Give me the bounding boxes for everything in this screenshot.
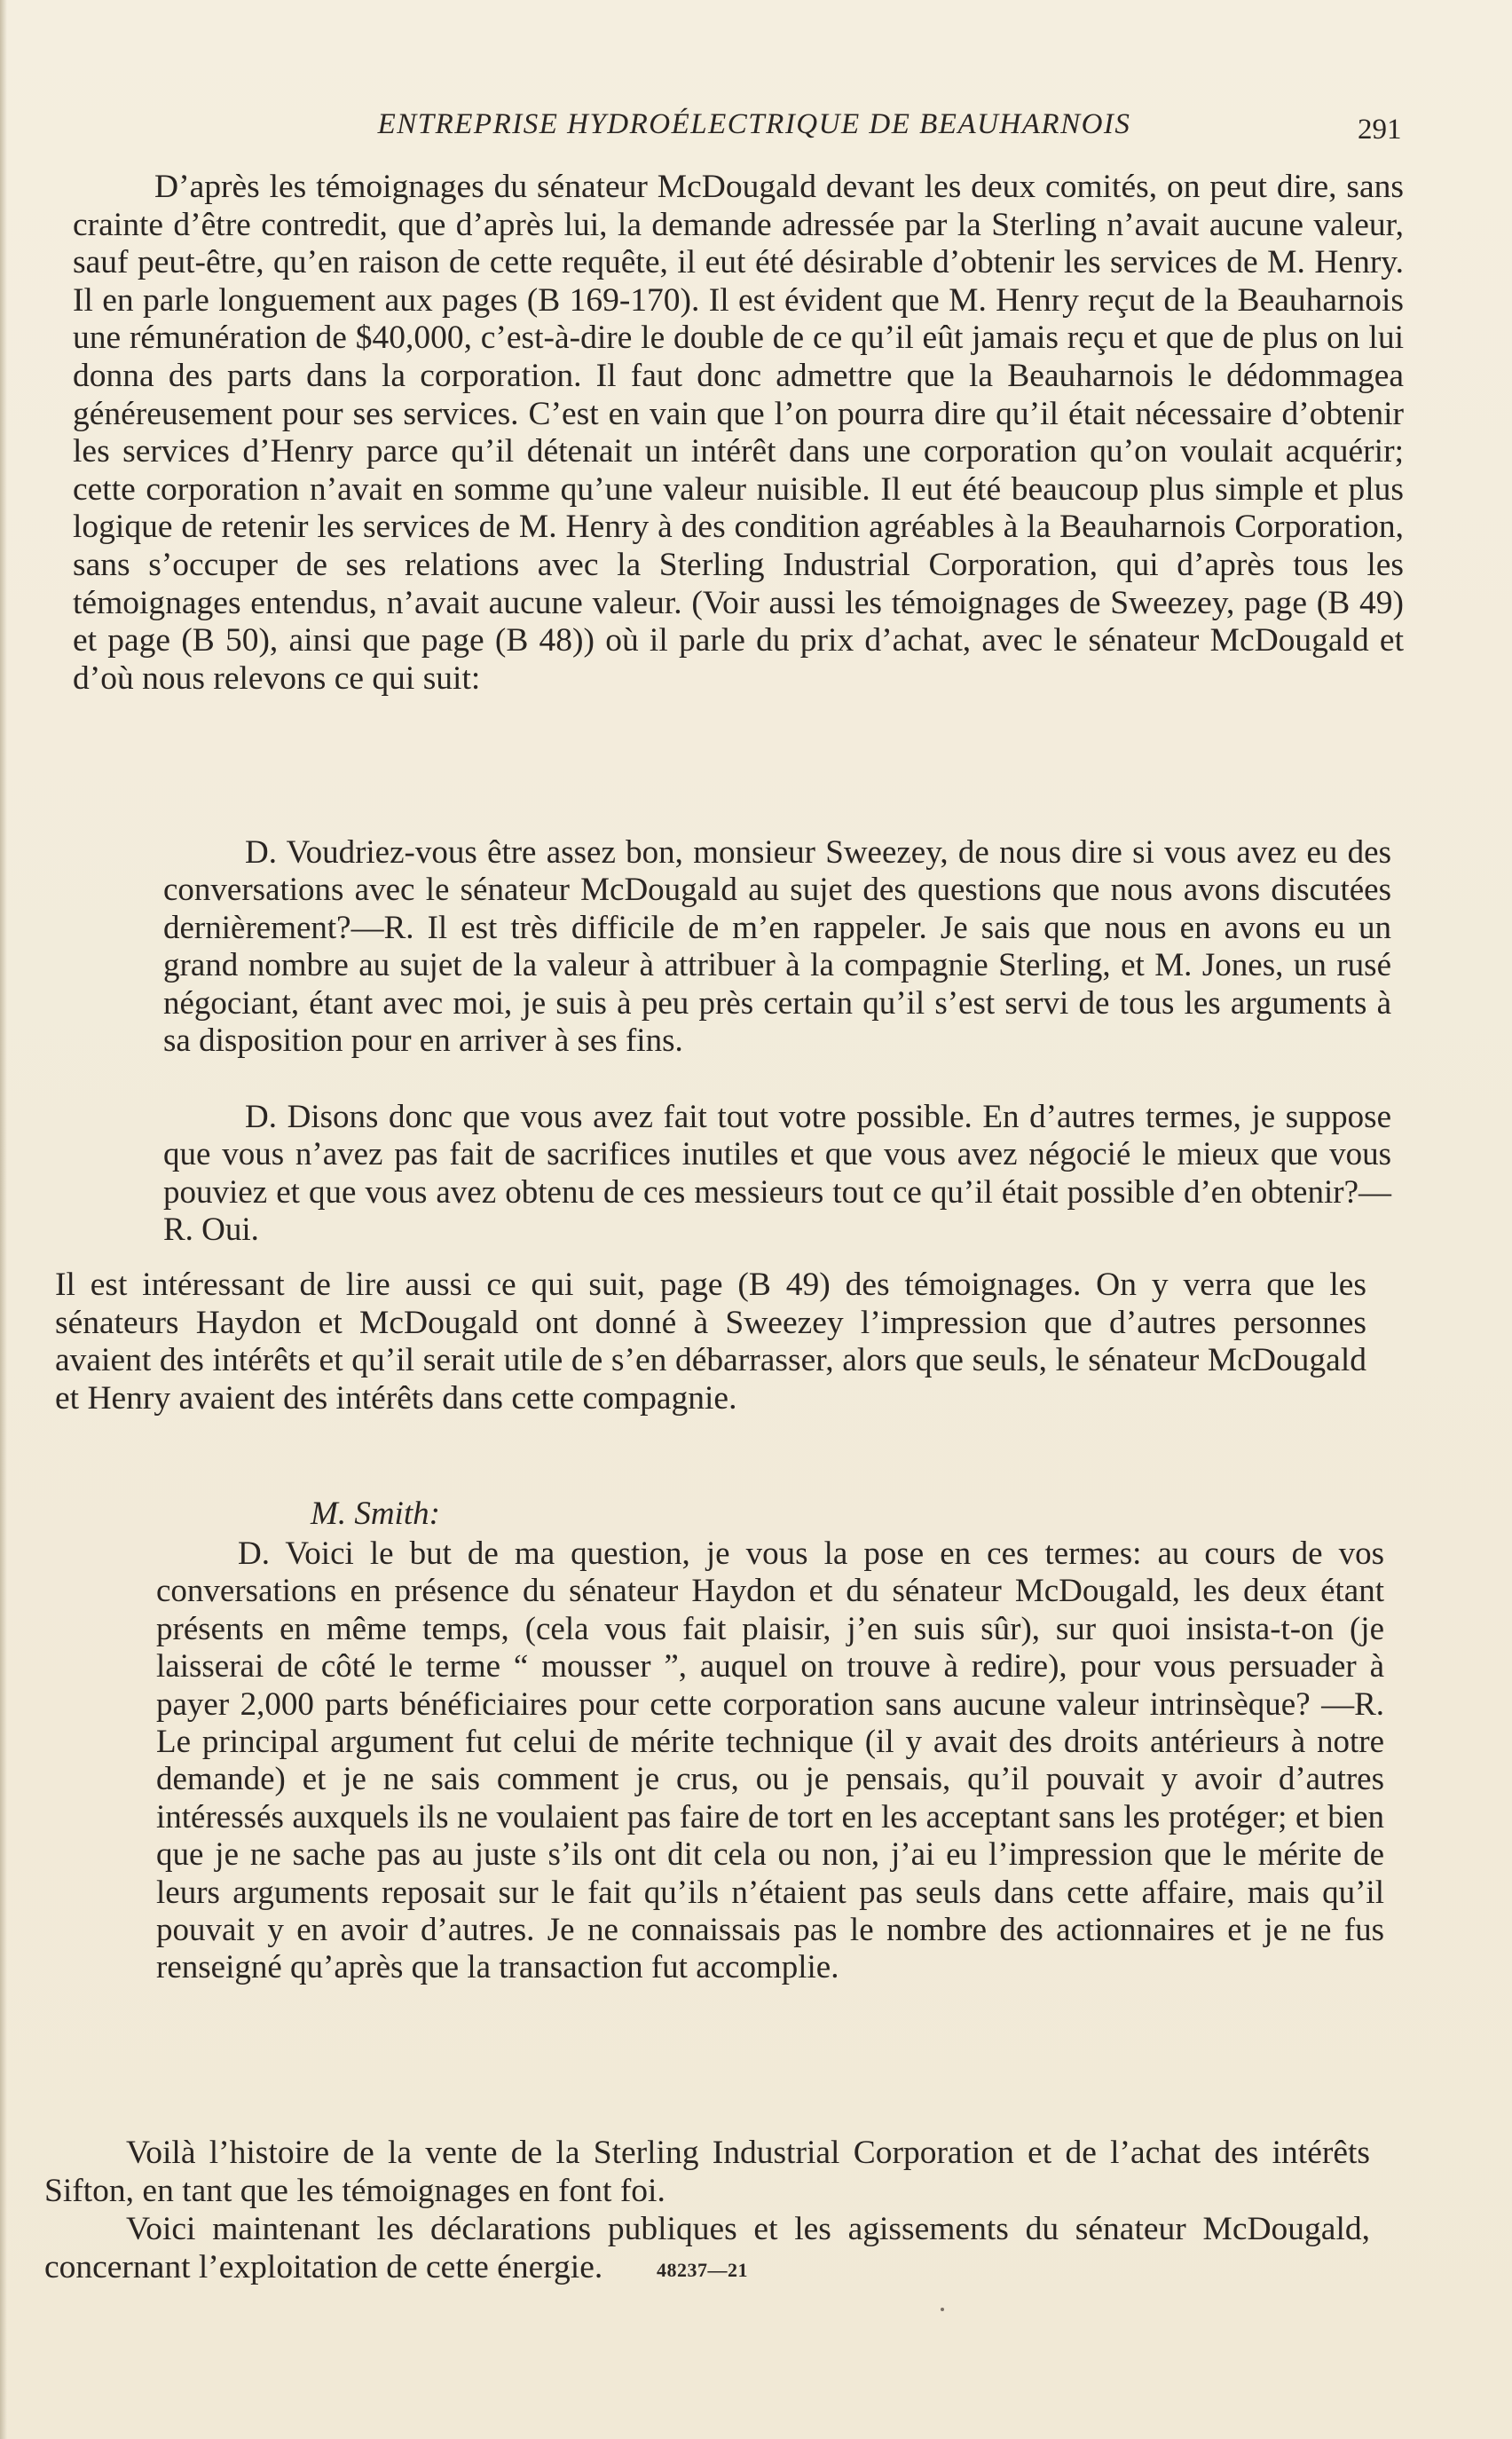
quote-paragraph-1: D. Voudriez-vous être assez bon, monsieur Sweezey, de nous dire si vous avez eu des conversations avec le sénateur McDougald au sujet des questions que nous avons discutées dernièrement?—R. Il est très difficile de m’en rappeler. Je sais que nous en avons eu un grand nombre au sujet de la valeur à attribuer à la compagnie Sterling, et M. Jones, un rusé négociant, étant avec moi, je suis à peu près certain qu’il s’est servi de tous les arguments à sa disposition pour en arriver à ses fins. [163, 834, 1391, 1060]
print-speck [941, 2308, 944, 2311]
speaker-label: M. Smith: [311, 1496, 440, 1532]
paragraph-1: D’après les témoignages du sénateur McDougald devant les deux comités, on peut dire, sans crainte d’être contredit, que d’après lui, la demande adressée par la Sterling n’avait aucune valeur, sauf peut-être, qu’en raison de cette requête, il eut été désirable d’obtenir les services de M. Henry. Il en parle longuement aux pages (B 169-170). Il est évident que M. Henry reçut de la Beauharnois une rémunération de $40,000, c’est-à-dire le double de ce qu’il eût jamais reçu et que de plus on lui donna des parts dans la corporation. Il faut donc admettre que la Beauharnois le dédommagea généreusement pour ses services. C’est en vain que l’on pourra dire qu’il était nécessaire d’obtenir les services d’Henry parce qu’il détenait un intérêt dans une corporation qu’on voulait acquérir; cette corporation n’avait en somme qu’une valeur nuisible. Il eut été beaucoup plus simple et plus logique de retenir les services de M. Henry à des condition agréables à la Beauharnois Corporation, sans s’occuper de ses relations avec la Sterling Industrial Corporation, qui d’après tous les témoignages entendus, n’avait aucune valeur. (Voir aussi les témoignages de Sweezey, page (B 49) et page (B 50), ainsi que page (B 48)) où il parle du prix d’achat, avec le sénateur McDougald et d’où nous relevons ce qui suit: [73, 169, 1404, 697]
page-number: 291 [1358, 114, 1402, 146]
paragraph-2: Il est intéressant de lire aussi ce qui suit, page (B 49) des témoignages. On y verra que les sénateurs Haydon et McDougald ont donné à Sweezey l’impression que d’autres personnes avaient des intérêts et qu’il serait utile de s’en débarrasser, alors que seuls, le sénateur McDougald et Henry avaient des intérêts dans cette compagnie. [55, 1267, 1366, 1417]
page-edge-shadow [0, 0, 7, 2439]
paragraph-4: Voici maintenant les déclarations publiques et les agissements du sénateur McDougald, concernant l’exploitation de cette énergie. [44, 2211, 1370, 2285]
print-code: 48237—21 [657, 2259, 748, 2281]
running-title: ENTREPRISE HYDROÉLECTRIQUE DE BEAUHARNOIS [377, 108, 1131, 140]
quote-paragraph-2: D. Disons donc que vous avez fait tout votre possible. En d’autres termes, je suppose que vous n’avez pas fait de sacrifices inutiles et que vous avez négocié le mieux que vous pouviez et que vous avez obtenu de ces messieurs tout ce qu’il était possible d’en obtenir?—R. Oui. [163, 1099, 1391, 1249]
quote-paragraph-3: D. Voici le but de ma question, je vous la pose en ces termes: au cours de vos conversations en présence du sénateur Haydon et du sénateur McDougald, les deux étant présents en même temps, (cela vous fait plaisir, j’en suis sûr), sur quoi insista-t-on (je laisserai de côté le terme “ mousser ”, auquel on trouve à redire), pour vous persuader à payer 2,000 parts bénéficiaires pour cette corporation sans aucune valeur intrinsèque? —R. Le principal argument fut celui de mérite technique (il y avait des droits antérieurs à notre demande) et je ne sais comment je crus, ou je pensais, qu’il pouvait y avoir d’autres intéressés auxquels ils ne voulaient pas faire de tort en les acceptant sans les protéger; et bien que je ne sache pas au juste s’ils ont dit cela ou non, j’ai eu l’impression que le mérite de leurs arguments reposait sur le fait qu’ils n’étaient pas seuls dans cette affaire, mais qu’il pouvait y en avoir d’autres. Je ne connaissais pas le nombre des actionnaires et je ne fus renseigné qu’après que la transaction fut accomplie. [156, 1535, 1384, 1986]
paragraph-3: Voilà l’histoire de la vente de la Sterling Industrial Corporation et de l’achat des intérêts Sifton, en tant que les témoignages en font foi. [44, 2135, 1370, 2209]
